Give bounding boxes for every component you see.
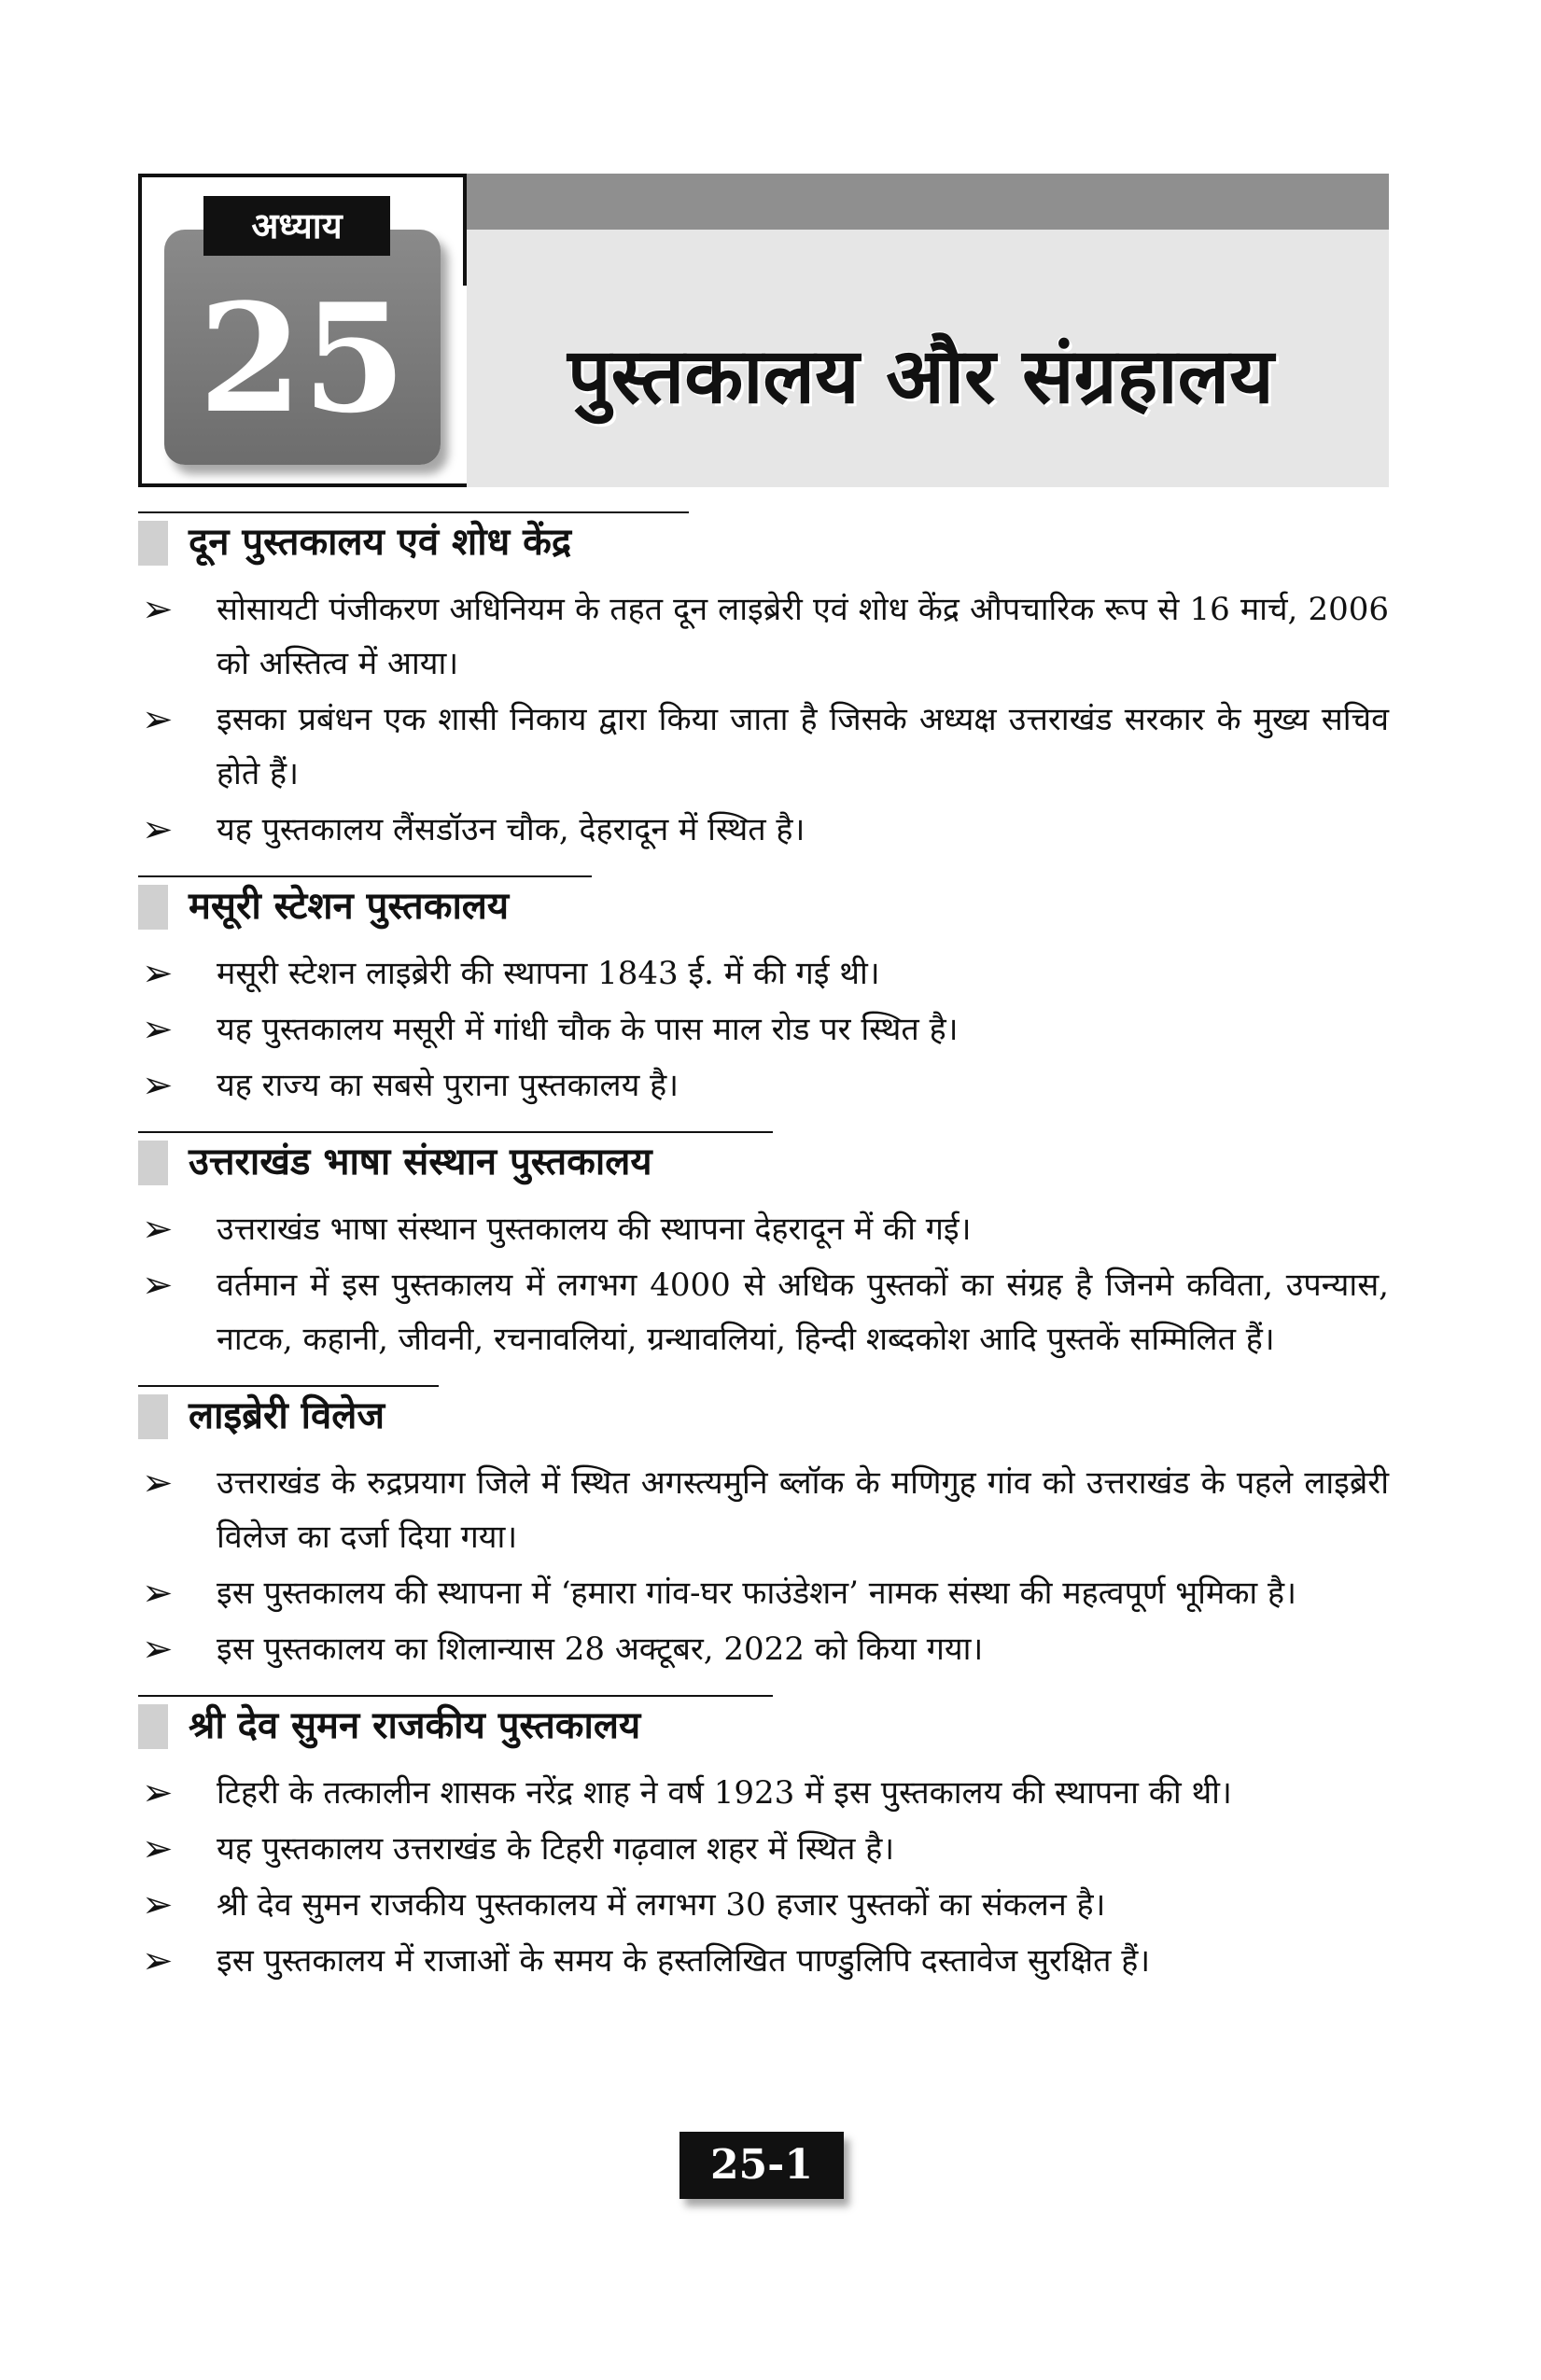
bullet-text: उत्तराखंड भाषा संस्थान पुस्तकालय की स्थापना देहरादून में की गई। xyxy=(217,1211,972,1248)
section-heading xyxy=(138,1131,1389,1189)
section-heading xyxy=(138,1385,1389,1443)
arrow-bullet-icon: ➢ xyxy=(142,1208,174,1251)
section-heading xyxy=(138,875,1389,933)
arrow-bullet-icon: ➢ xyxy=(142,588,174,631)
header-frame-line xyxy=(138,174,467,177)
header-gray-bar xyxy=(467,174,1389,230)
section-heading xyxy=(138,1695,1389,1753)
heading-marker xyxy=(138,1704,168,1749)
heading-rule xyxy=(138,1385,439,1387)
arrow-bullet-icon: ➢ xyxy=(142,952,174,995)
section-heading xyxy=(138,511,1389,569)
chapter-header xyxy=(138,174,1389,487)
page-number: 25-1 xyxy=(679,2132,844,2199)
section xyxy=(138,1385,1389,1676)
section-title: लाइब्रेरी विलेज xyxy=(189,1394,385,1437)
heading-rule xyxy=(138,875,592,877)
bullet-text: वर्तमान में इस पुस्तकालय में लगभग 4000 से अधिक पुस्तकों का संग्रह है जिनमे कविता, उपन्यास, नाटक, कहानी, जीवनी, रचनावलियां, ग्रन्थावलियां, हिन्दी शब्दकोश आदि पुस्तकें सम्मिलित हैं। xyxy=(217,1267,1389,1358)
bullet-list xyxy=(138,1202,1389,1366)
arrow-bullet-icon: ➢ xyxy=(142,1628,174,1671)
bullet-item xyxy=(138,1934,1389,1988)
bullet-text: इस पुस्तकालय में राजाओं के समय के हस्तलिखित पाण्डुलिपि दस्तावेज सुरक्षित हैं। xyxy=(217,1942,1151,1980)
bullet-item xyxy=(138,1002,1389,1057)
bullet-text: सोसायटी पंजीकरण अधिनियम के तहत दून लाइब्रेरी एवं शोध केंद्र औपचारिक रूप से 16 मार्च, 2006 को अस्तित्व में आया। xyxy=(217,591,1389,682)
heading-rule xyxy=(138,1131,773,1133)
chapter-title: पुस्तकालय और संग्रहालय xyxy=(567,332,1274,421)
bullet-text: उत्तराखंड के रुद्रप्रयाग जिले में स्थित अगस्त्यमुनि ब्लॉक के मणिगुह गांव को उत्तराखंड के पहले लाइब्रेरी विलेज का दर्जा दिया गया। xyxy=(217,1464,1389,1556)
section-title: मसूरी स्टेशन पुस्तकालय xyxy=(189,885,510,928)
heading-marker xyxy=(138,1141,168,1185)
section xyxy=(138,875,1389,1113)
section xyxy=(138,511,1389,857)
bullet-text: मसूरी स्टेशन लाइब्रेरी की स्थापना 1843 ई. में की गई थी। xyxy=(217,955,880,992)
bullet-item xyxy=(138,1456,1389,1564)
header-frame-line xyxy=(138,174,142,487)
arrow-bullet-icon: ➢ xyxy=(142,1939,174,1982)
heading-marker xyxy=(138,1394,168,1439)
section-title: श्री देव सुमन राजकीय पुस्तकालय xyxy=(189,1704,641,1747)
heading-rule xyxy=(138,1695,773,1697)
arrow-bullet-icon: ➢ xyxy=(142,1883,174,1926)
bullet-item xyxy=(138,1202,1389,1256)
arrow-bullet-icon: ➢ xyxy=(142,698,174,741)
bullet-item xyxy=(138,1566,1389,1620)
bullet-list xyxy=(138,1456,1389,1676)
bullet-item xyxy=(138,1766,1389,1820)
heading-marker xyxy=(138,885,168,930)
section-title: उत्तराखंड भाषा संस्थान पुस्तकालय xyxy=(189,1141,652,1183)
bullet-item xyxy=(138,1622,1389,1676)
arrow-bullet-icon: ➢ xyxy=(142,808,174,851)
bullet-item xyxy=(138,1058,1389,1113)
arrow-bullet-icon: ➢ xyxy=(142,1008,174,1051)
bullet-text: टिहरी के तत्कालीन शासक नरेंद्र शाह ने वर्ष 1923 में इस पुस्तकालय की स्थापना की थी। xyxy=(217,1774,1232,1812)
bullet-item xyxy=(138,1258,1389,1366)
bullet-text: यह पुस्तकालय उत्तराखंड के टिहरी गढ़वाल शहर में स्थित है। xyxy=(217,1830,895,1868)
chapter-number: 25 xyxy=(198,271,407,446)
arrow-bullet-icon: ➢ xyxy=(142,1264,174,1307)
bullet-text: इस पुस्तकालय की स्थापना में ‘हमारा गांव-घर फाउंडेशन’ नामक संस्था की महत्वपूर्ण भूमिका है। xyxy=(217,1575,1296,1612)
bullet-text: इसका प्रबंधन एक शासी निकाय द्वारा किया जाता है जिसके अध्यक्ष उत्तराखंड सरकार के मुख्य सचिव होते हैं। xyxy=(217,701,1389,792)
arrow-bullet-icon: ➢ xyxy=(142,1827,174,1870)
heading-rule xyxy=(138,511,689,513)
section-title: दून पुस्तकालय एवं शोध केंद्र xyxy=(189,521,572,564)
bullet-text: यह पुस्तकालय लैंसडॉउन चौक, देहरादून में स्थित है। xyxy=(217,811,806,848)
bullet-item xyxy=(138,946,1389,1001)
arrow-bullet-icon: ➢ xyxy=(142,1572,174,1615)
heading-marker xyxy=(138,521,168,566)
header-frame-line xyxy=(463,174,467,286)
bullet-text: यह पुस्तकालय मसूरी में गांधी चौक के पास माल रोड पर स्थित है। xyxy=(217,1011,959,1048)
bullet-text: यह राज्य का सबसे पुराना पुस्तकालय है। xyxy=(217,1067,679,1104)
section xyxy=(138,1131,1389,1366)
bullet-list xyxy=(138,946,1389,1113)
header-frame-line xyxy=(138,483,467,487)
bullet-item xyxy=(138,693,1389,801)
section xyxy=(138,1695,1389,1988)
bullet-list xyxy=(138,582,1389,857)
bullet-item xyxy=(138,1878,1389,1932)
arrow-bullet-icon: ➢ xyxy=(142,1462,174,1505)
arrow-bullet-icon: ➢ xyxy=(142,1771,174,1814)
bullet-item xyxy=(138,1822,1389,1876)
chapter-label: अध्याय xyxy=(203,196,390,256)
arrow-bullet-icon: ➢ xyxy=(142,1064,174,1107)
bullet-item xyxy=(138,803,1389,857)
bullet-list xyxy=(138,1766,1389,1988)
chapter-content xyxy=(138,511,1389,2007)
bullet-item xyxy=(138,582,1389,691)
bullet-text: श्री देव सुमन राजकीय पुस्तकालय में लगभग 30 हजार पुस्तकों का संकलन है। xyxy=(217,1886,1106,1924)
bullet-text: इस पुस्तकालय का शिलान्यास 28 अक्टूबर, 2022 को किया गया। xyxy=(217,1631,984,1668)
